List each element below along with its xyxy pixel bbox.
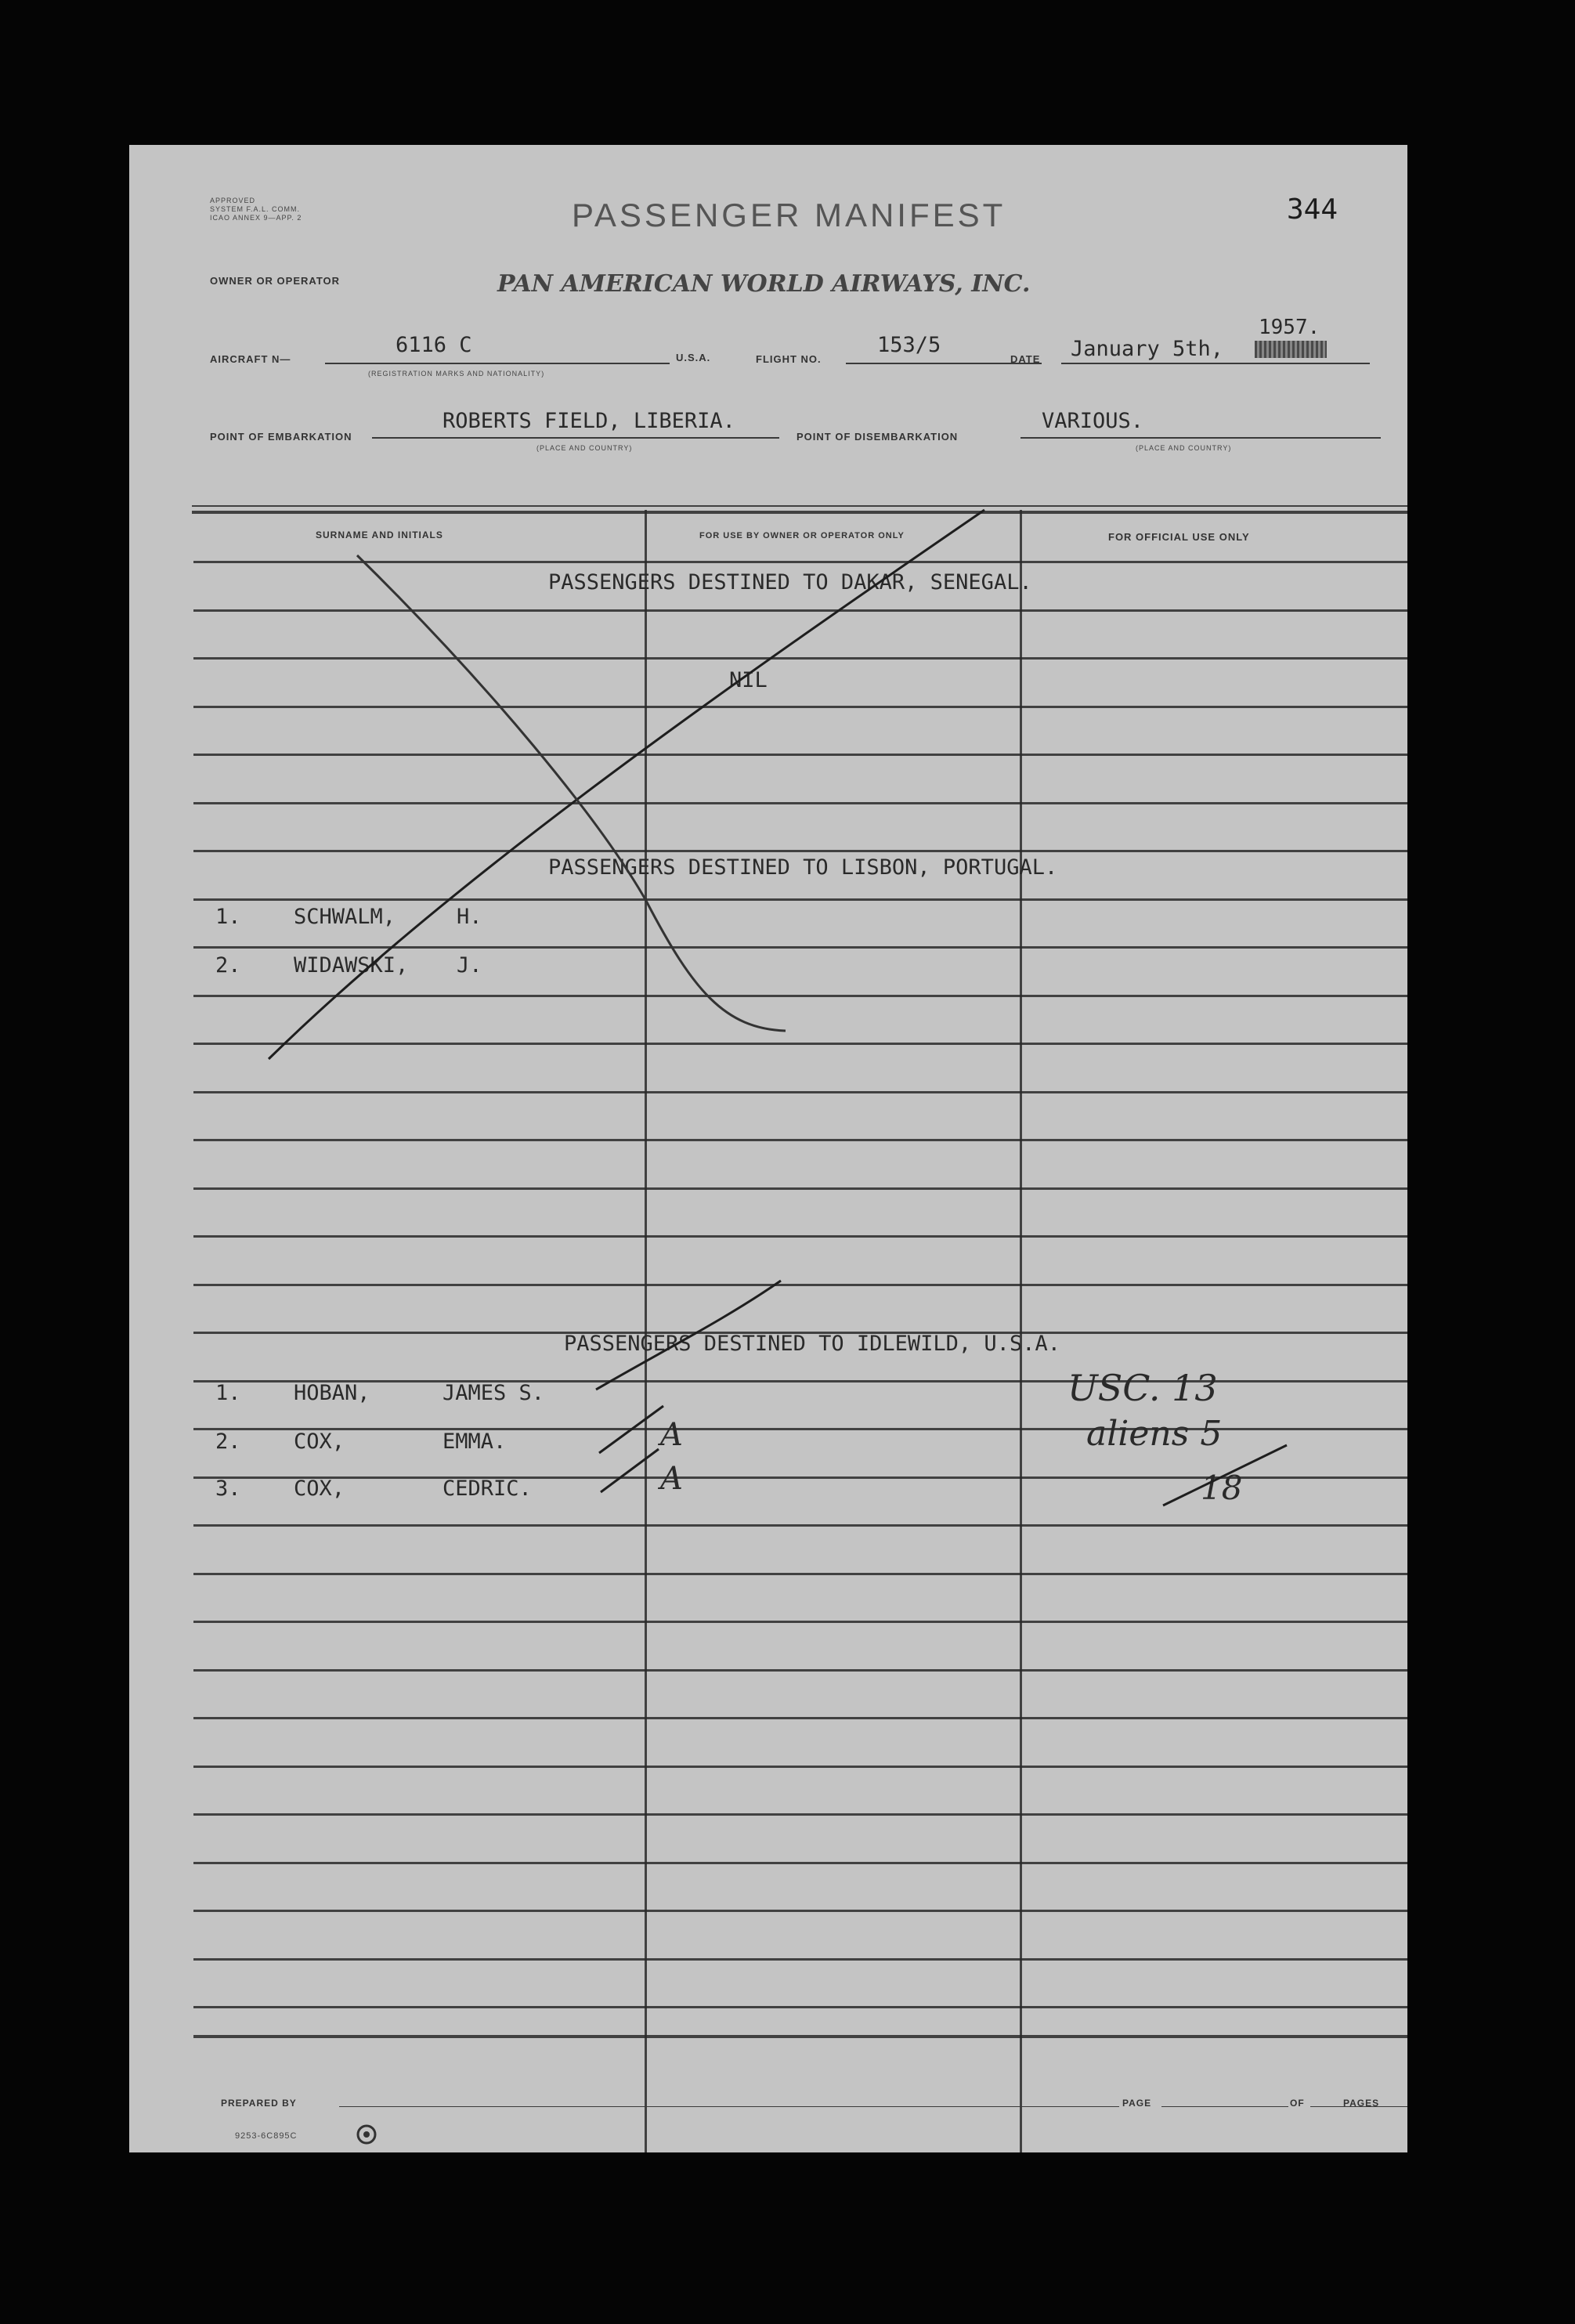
- table-row-rule: [193, 706, 1407, 708]
- table-row-rule: [193, 657, 1407, 660]
- manifest-page: [129, 145, 1407, 2152]
- table-row-rule: [193, 1573, 1407, 1575]
- list-item-num: 2.: [215, 953, 241, 978]
- list-item-surname: COX,: [294, 1476, 345, 1501]
- table-row-rule: [193, 609, 1407, 612]
- table-row-rule: [193, 1380, 1407, 1382]
- aircraft-value: 6116 C: [396, 333, 472, 357]
- list-item-initials: H.: [457, 905, 482, 929]
- date-year: 1957.: [1259, 316, 1320, 339]
- handwritten-tally-total: 18: [1201, 1469, 1243, 1507]
- table-row-rule: [193, 1766, 1407, 1768]
- usa-label: U.S.A.: [676, 352, 711, 363]
- section-heading-idlewild: PASSENGERS DESTINED TO IDLEWILD, U.S.A.: [564, 1332, 1060, 1356]
- table-bottom-rule: [193, 2035, 1407, 2038]
- table-row-rule: [193, 1524, 1407, 1527]
- pages-label: PAGES: [1343, 2098, 1380, 2109]
- table-row-rule: [193, 754, 1407, 756]
- approval-line-1: APPROVED: [210, 197, 256, 204]
- page-underline: [1161, 2106, 1288, 2107]
- flight-value: 153/5: [877, 333, 941, 357]
- dakar-nil: NIL: [729, 668, 768, 692]
- approval-line-3: ICAO ANNEX 9—APP. 2: [210, 214, 302, 222]
- table-row-rule: [193, 561, 1407, 563]
- table-row-rule: [193, 946, 1407, 949]
- disembark-value: VARIOUS.: [1042, 409, 1144, 433]
- prepared-by-underline: [339, 2106, 1119, 2107]
- list-item-surname: COX,: [294, 1429, 345, 1454]
- aircraft-sub: (REGISTRATION MARKS AND NATIONALITY): [368, 370, 545, 378]
- table-row-rule: [193, 1910, 1407, 1912]
- table-row-rule: [193, 1862, 1407, 1864]
- table-row-rule: [193, 1621, 1407, 1623]
- table-top-rule-2: [192, 511, 1407, 514]
- section-heading-lisbon: PASSENGERS DESTINED TO LISBON, PORTUGAL.: [548, 855, 1058, 880]
- table-row-rule: [193, 850, 1407, 852]
- list-item-given: CEDRIC.: [443, 1476, 532, 1501]
- table-row-rule: [193, 1091, 1407, 1093]
- embark-label: POINT OF EMBARKATION: [210, 431, 352, 443]
- embark-underline: [372, 437, 779, 439]
- alien-mark: A: [660, 1417, 683, 1453]
- disembark-sub: (PLACE AND COUNTRY): [1136, 444, 1232, 452]
- handwritten-tally-aliens: aliens 5: [1086, 1414, 1223, 1454]
- list-item-num: 2.: [215, 1429, 241, 1454]
- strikeout-year: [1255, 341, 1327, 358]
- date-label: DATE: [1010, 353, 1041, 365]
- table-row-rule: [193, 1043, 1407, 1045]
- embark-value: ROBERTS FIELD, LIBERIA.: [443, 409, 735, 433]
- page-title: PASSENGER MANIFEST: [572, 197, 1006, 233]
- list-item-surname: WIDAWSKI,: [294, 953, 409, 978]
- page-number: 344: [1287, 193, 1338, 226]
- col-header-operator: FOR USE BY OWNER OR OPERATOR ONLY: [699, 531, 905, 540]
- alien-mark: A: [660, 1461, 683, 1497]
- table-row-rule: [193, 1813, 1407, 1816]
- table-row-rule: [193, 2006, 1407, 2008]
- table-row-rule: [193, 1235, 1407, 1238]
- form-code: 9253-6C895C: [235, 2131, 298, 2141]
- table-row-rule: [193, 995, 1407, 997]
- aircraft-label: AIRCRAFT N—: [210, 353, 291, 365]
- table-row-rule: [193, 1428, 1407, 1430]
- prepared-by-label: PREPARED BY: [221, 2098, 297, 2109]
- section-heading-dakar: PASSENGERS DESTINED TO DAKAR, SENEGAL.: [548, 570, 1032, 595]
- page-label: PAGE: [1122, 2098, 1152, 2109]
- table-row-rule: [193, 1139, 1407, 1141]
- table-row-rule: [193, 898, 1407, 901]
- union-bug-icon: [356, 2124, 377, 2145]
- table-top-rule: [192, 505, 1407, 507]
- list-item-surname: SCHWALM,: [294, 905, 396, 929]
- date-underline: [1061, 363, 1370, 364]
- flight-label: FLIGHT NO.: [756, 353, 822, 365]
- owner-label: OWNER OR OPERATOR: [210, 275, 341, 287]
- table-row-rule: [193, 802, 1407, 804]
- approval-line-2: SYSTEM F.A.L. COMM.: [210, 205, 301, 213]
- table-row-rule: [193, 1187, 1407, 1190]
- list-item-given: EMMA.: [443, 1429, 507, 1454]
- list-item-surname: HOBAN,: [294, 1381, 370, 1405]
- table-row-rule: [193, 1284, 1407, 1286]
- of-label: OF: [1290, 2098, 1305, 2109]
- list-item-given: JAMES S.: [443, 1381, 545, 1405]
- list-item-num: 3.: [215, 1476, 241, 1501]
- aircraft-underline: [325, 363, 670, 364]
- table-row-rule: [193, 1717, 1407, 1719]
- list-item-initials: J.: [457, 953, 482, 978]
- list-item-num: 1.: [215, 1381, 241, 1405]
- date-value: January 5th,: [1071, 337, 1224, 361]
- table-row-rule: [193, 1958, 1407, 1961]
- disembark-underline: [1020, 437, 1381, 439]
- embark-sub: (PLACE AND COUNTRY): [536, 444, 633, 452]
- handwritten-tally-usc: USC. 13: [1067, 1367, 1218, 1409]
- list-item-num: 1.: [215, 905, 241, 929]
- col-header-surname: SURNAME AND INITIALS: [316, 529, 443, 540]
- disembark-label: POINT OF DISEMBARKATION: [797, 431, 959, 443]
- table-row-rule: [193, 1669, 1407, 1672]
- col-header-official: FOR OFFICIAL USE ONLY: [1108, 531, 1250, 543]
- owner-stamp: PAN AMERICAN WORLD AIRWAYS, INC.: [497, 270, 1031, 298]
